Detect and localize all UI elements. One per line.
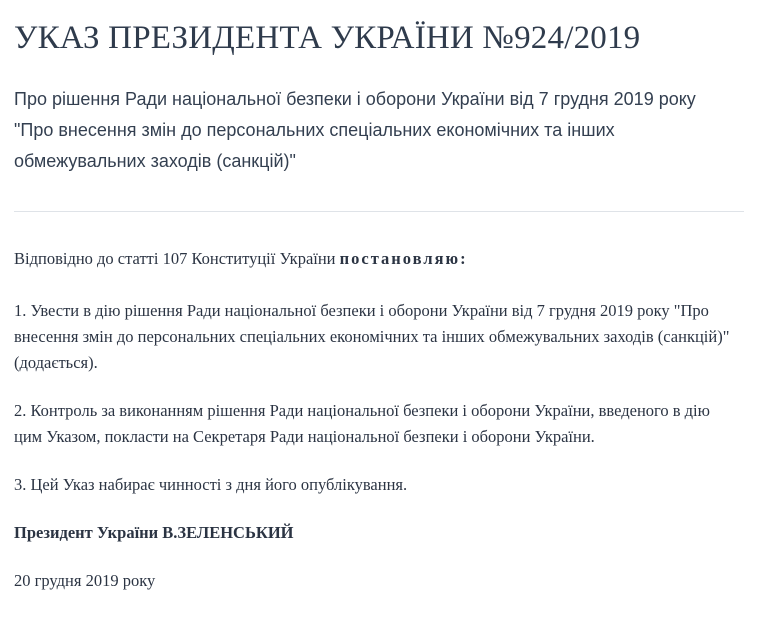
section-divider [14,211,744,212]
body-paragraph: 1. Увести в дію рішення Ради національної безпеки і оборони України від 7 грудня 2019 року "Про внесення змін до персональних спеціальних економічних та інших обмежувальних заходів (санкцій)" (додається). [14,301,730,372]
document-date: 20 грудня 2019 року [14,571,156,590]
intro-prefix-text: Відповідно до статті 107 Конституції України [14,249,340,268]
body-paragraph: 2. Контроль за виконанням рішення Ради національної безпеки і оборони України, введеного в дію цим Указом, покласти на Секретаря Ради національної безпеки і оборони України. [14,401,710,446]
intro-paragraph [14,246,740,272]
body-paragraph: 3. Цей Указ набирає чинності з дня його опублікування. [14,475,408,494]
signature-line: Президент України В.ЗЕЛЕНСЬКИЙ [14,523,294,542]
intro-emphasis-text: постановляю: [339,249,468,268]
page-title: УКАЗ ПРЕЗИДЕНТА УКРАЇНИ №924/2019 [14,20,641,56]
document-subtitle: Про рішення Ради національної безпеки і оборони України від 7 грудня 2019 року "Про внесення змін до персональних спеціальних економічних та інших обмежувальних заходів (санкцій)" [14,89,696,171]
